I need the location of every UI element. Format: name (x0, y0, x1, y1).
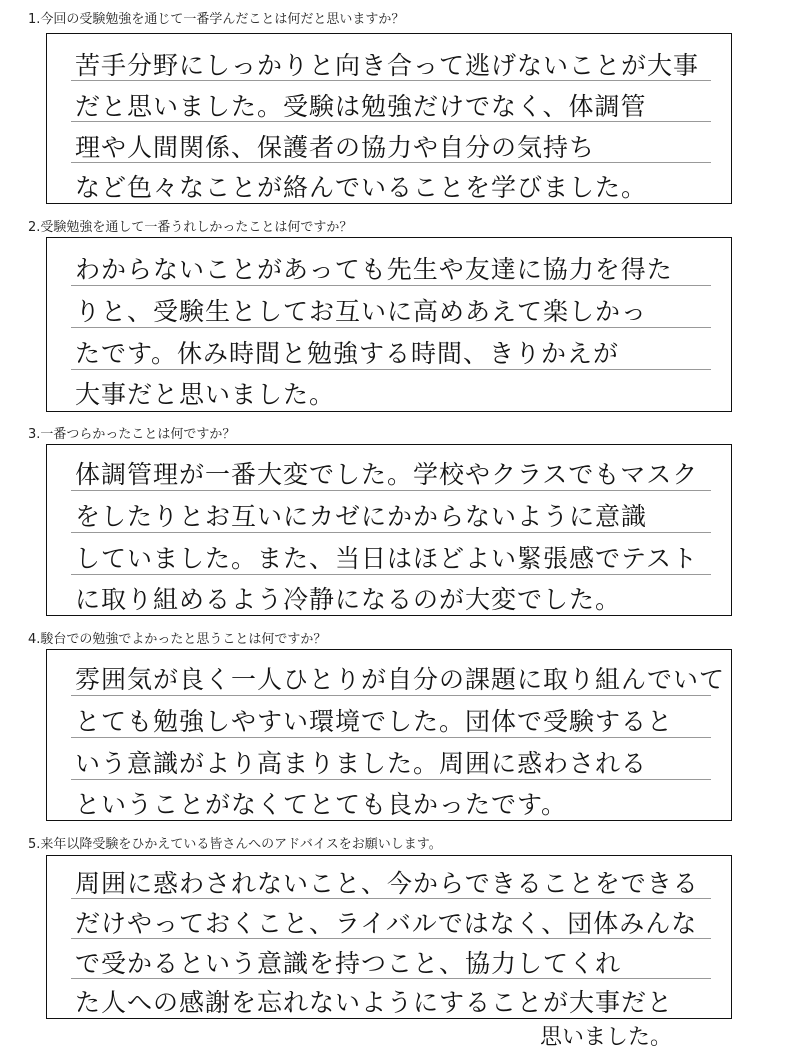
answer-2-line-1: わからないことがあっても先生や友達に協力を得た (75, 255, 673, 284)
question-4-label: 4.駿台での勉強でよかったと思うことは何ですか？ (28, 632, 327, 647)
question-1-label: 1.今回の受験勉強を通じて一番学んだことは何だと思いますか？ (28, 12, 405, 27)
ruled-line (71, 898, 711, 899)
question-2-label: 2.受験勉強を通して一番うれしかったことは何ですか？ (28, 220, 353, 235)
answer-3-line-4: に取り組めるよう冷静になるのが大変でした。 (75, 585, 622, 614)
answer-3-line-1: 体調管理が一番大変でした。学校やクラスでもマスク (75, 460, 699, 489)
ruled-line (71, 532, 711, 533)
answer-5-line-2: だけやっておくこと、ライバルではなく、団体みんな (75, 909, 698, 938)
ruled-line (71, 369, 711, 370)
question-3-label: 3.一番つらかったことは何ですか？ (28, 427, 236, 442)
answer-5-line-3: で受かるという意識を持つこと、協力してくれ (75, 949, 622, 978)
ruled-line (71, 779, 711, 780)
answer-4-line-4: ということがなくてとても良かったです。 (75, 790, 568, 819)
answer-box-5 (46, 855, 732, 1019)
answer-4-line-2: とても勉強しやすい環境でした。団体で受験すると (75, 707, 674, 736)
answer-1-line-4: など色々なことが絡んでいることを学びました。 (75, 173, 648, 202)
ruled-line (71, 978, 711, 979)
ruled-line (71, 695, 711, 696)
ruled-line (71, 121, 711, 122)
ruled-line (71, 80, 711, 81)
ruled-line (71, 574, 711, 575)
ruled-line (71, 327, 711, 328)
answer-4-line-3: いう意識がより高まりました。周囲に惑わされる (75, 749, 648, 778)
answer-5-line-4: た人への感謝を忘れないようにすることが大事だと (75, 988, 674, 1017)
answer-4-line-1: 雰囲気が良く一人ひとりが自分の課題に取り組んでいて (75, 665, 726, 694)
answer-3-line-2: をしたりとお互いにカゼにかからないように意識 (75, 502, 648, 531)
answer-2-line-2: りと、受験生としてお互いに高めあえて楽しかっ (75, 297, 648, 326)
ruled-line (71, 737, 711, 738)
ruled-line (71, 938, 711, 939)
answer-2-line-4: 大事だと思いました。 (75, 380, 336, 409)
ruled-line (71, 490, 711, 491)
answer-5-line-1: 周囲に惑わされないこと、今からできることをできる (75, 869, 699, 898)
answer-box-1 (46, 33, 732, 204)
answer-1-line-1: 苦手分野にしっかりと向き合って逃げないことが大事 (75, 51, 700, 80)
answer-box-2 (46, 237, 732, 412)
answer-2-line-3: たです。休み時間と勉強する時間、きりかえが (75, 339, 620, 368)
answer-box-3 (46, 444, 732, 616)
ruled-line (71, 285, 711, 286)
answer-box-4 (46, 649, 732, 821)
answer-1-line-3: 理や人間関係、保護者の協力や自分の気持ち (75, 133, 596, 162)
answer-3-line-3: していました。また、当日はほどよい緊張感でテスト (75, 544, 699, 573)
ruled-line (71, 162, 711, 163)
answer-1-line-2: だと思いました。受験は勉強だけでなく、体調管 (75, 92, 647, 121)
answer-5-tail: 思いました。 (540, 1025, 673, 1050)
question-5-label: 5.来年以降受験をひかえている皆さんへのアドバイスをお願いします。 (28, 837, 442, 852)
